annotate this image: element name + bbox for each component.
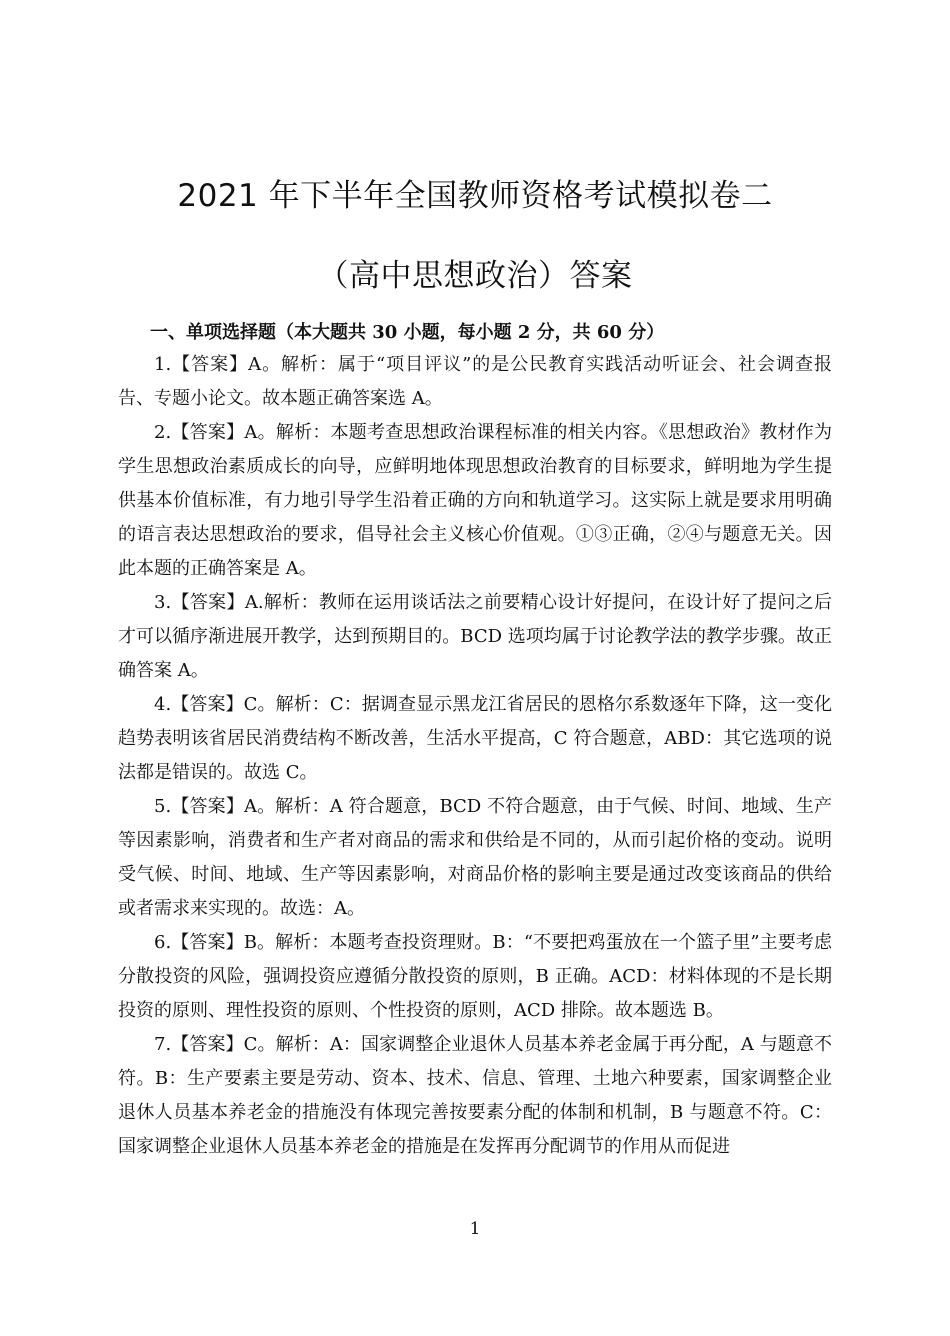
answer-item-2: 2.【答案】A。解析：本题考查思想政治课程标准的相关内容。《思想政治》教材作为学生思想政治素质成长的向导，应鲜明地体现思想政治教育的目标要求，鲜明地为学生提供基本价值标准，有力地引导学生沿着正确的方向和轨道学习。这实际上就是要求用明确的语言表达思想政治的要求，倡导社会主义核心价值观。①③正确，②④与题意无关。因此本题的正确答案是 A。 — [118, 422, 832, 579]
answer-item-7: 7.【答案】C。解析：A：国家调整企业退休人员基本养老金属于再分配，A 与题意不符。B：生产要素主要是劳动、资本、技术、信息、管理、土地六种要素，国家调整企业退休人员基本养老金的措施没有体现完善按要素分配的体制和机制，B 与题意不符。C：国家调整企业退休人员基本养老金的措施是在发挥再分配调节的作用从而促进 — [118, 1034, 832, 1157]
answer-item-3: 3.【答案】A.解析：教师在运用谈话法之前要精心设计好提问，在设计好了提问之后才可以循序渐进展开教学，达到预期目的。BCD 选项均属于讨论教学法的教学步骤。故正确答案 A。 — [118, 592, 832, 681]
answer-item-1: 1.【答案】A。解析：属于“项目评议”的是公民教育实践活动听证会、社会调查报告、专题小论文。故本题正确答案选 A。 — [118, 354, 832, 409]
answer-item-5: 5.【答案】A。解析：A 符合题意，BCD 不符合题意，由于气候、时间、地域、生产等因素影响，消费者和生产者对商品的需求和供给是不同的，从而引起价格的变动。说明受气候、时间、地域、生产等因素影响，对商品价格的影响主要是通过改变该商品的供给或者需求来实现的。故选：A。 — [118, 796, 832, 919]
answer-item-4: 4.【答案】C。解析：C：据调查显示黑龙江省居民的恩格尔系数逐年下降，这一变化趋势表明该省居民消费结构不断改善，生活水平提高，C 符合题意，ABD：其它选项的说法都是错误的。故选 C。 — [118, 694, 832, 783]
answer-section — [118, 318, 832, 1164]
page-number: 1 — [469, 1219, 481, 1239]
section-heading: 一、单项选择题（本大题共 30 小题，每小题 2 分，共 60 分） — [150, 322, 665, 343]
answer-item-6: 6.【答案】B。解析：本题考查投资理财。B：“不要把鸡蛋放在一个篮子里”主要考虑分散投资的风险，强调投资应遵循分散投资的原则，B 正确。ACD：材料体现的不是长期投资的原则、理性投资的原则、个性投资的原则，ACD 排除。故本题选 B。 — [118, 932, 832, 1021]
document-subtitle: （高中思想政治）答案 — [317, 258, 633, 294]
document-title: 2021 年下半年全国教师资格考试模拟卷二 — [177, 178, 773, 214]
